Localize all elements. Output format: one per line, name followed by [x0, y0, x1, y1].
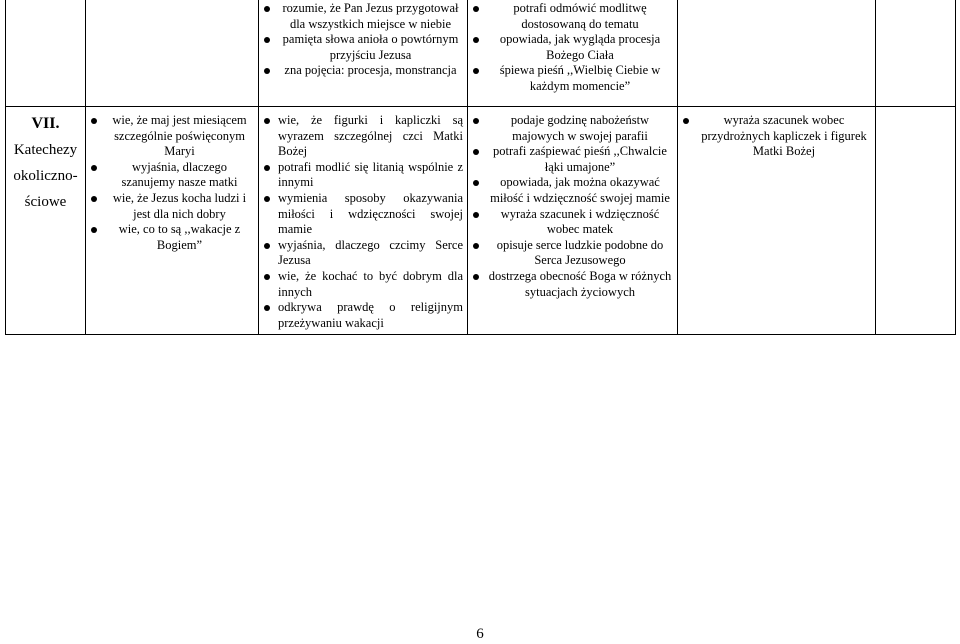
bullet-icon — [264, 305, 270, 311]
list-item: zna pojęcia: procesja, monstrancja — [261, 63, 463, 79]
cell-col3-top — [468, 0, 678, 107]
list-item: opowiada, jak można okazywać miłość i wdzięczność swojej mamie — [470, 175, 673, 206]
col2-bottom-list — [259, 107, 467, 334]
cell-col3-bottom — [468, 107, 678, 335]
list-item: wyraża szacunek wobec przydrożnych kapliczek i figurek Matki Bożej — [680, 113, 871, 160]
list-item: wie, że kochać to być dobrym dla innych — [261, 269, 463, 300]
list-item: rozumie, że Pan Jezus przygotował dla wszystkich miejsce w niebie — [261, 1, 463, 32]
col3-top-list — [468, 0, 677, 98]
curriculum-table — [5, 0, 956, 335]
cell-empty-last — [876, 107, 956, 335]
bullet-icon — [473, 118, 479, 124]
bullet-icon — [264, 196, 270, 202]
bullet-icon — [264, 37, 270, 43]
cell-col2-bottom — [259, 107, 468, 335]
cell-col2-top — [259, 0, 468, 107]
section-title: VII. Katechezy okoliczno- ściowe — [13, 115, 78, 210]
list-item: opisuje serce ludzkie podobne do Serca Jezusowego — [470, 238, 673, 269]
bullet-icon — [473, 180, 479, 186]
page-number: 6 — [476, 626, 484, 642]
col2-top-list — [259, 0, 467, 82]
bullet-icon — [473, 212, 479, 218]
list-item: potrafi zaśpiewać pieśń ,,Chwalcie łąki umajone” — [470, 144, 673, 175]
list-item: dostrzega obecność Boga w różnych sytuacjach życiowych — [470, 269, 673, 300]
list-item: śpiewa pieśń ,,Wielbię Ciebie w każdym momencie” — [470, 63, 673, 94]
list-item: odkrywa prawdę o religijnym przeżywaniu wakacji — [261, 300, 463, 331]
list-item: wyraża szacunek i wdzięczność wobec matek — [470, 207, 673, 238]
bullet-icon — [91, 118, 97, 124]
col4-list — [678, 107, 875, 163]
bullet-icon — [473, 243, 479, 249]
list-item: wie, że figurki i kapliczki są wyrazem szczególnej czci Matki Bożej — [261, 113, 463, 160]
cell-col1 — [86, 107, 259, 335]
list-item: wie, że maj jest miesiącem szczególnie poświęconym Maryi — [88, 113, 254, 160]
cell-empty-5 — [876, 0, 956, 107]
cell-empty-0 — [6, 0, 86, 107]
list-item: potrafi modlić się litanią wspólnie z innymi — [261, 160, 463, 191]
bullet-icon — [473, 274, 479, 280]
bullet-icon — [264, 243, 270, 249]
bullet-icon — [683, 118, 689, 124]
bullet-icon — [264, 274, 270, 280]
list-item: wie, co to są ,,wakacje z Bogiem” — [88, 222, 254, 253]
col3-bottom-list — [468, 107, 677, 303]
list-item: pamięta słowa anioła o powtórnym przyjściu Jezusa — [261, 32, 463, 63]
bullet-icon — [473, 149, 479, 155]
bullet-icon — [473, 37, 479, 43]
cell-section-title — [6, 107, 86, 335]
bullet-icon — [91, 196, 97, 202]
bullet-icon — [91, 165, 97, 171]
bullet-icon — [473, 6, 479, 12]
cell-col4 — [678, 107, 876, 335]
cell-empty-1 — [86, 0, 259, 107]
bullet-icon — [264, 68, 270, 74]
table-row-top — [6, 0, 956, 107]
list-item: wyjaśnia, dlaczego czcimy Serce Jezusa — [261, 238, 463, 269]
bullet-icon — [264, 6, 270, 12]
table-row-main — [6, 107, 956, 335]
bullet-icon — [264, 165, 270, 171]
bullet-icon — [264, 118, 270, 124]
cell-empty-4 — [678, 0, 876, 107]
list-item: wymienia sposoby okazywania miłości i wdzięczności swojej mamie — [261, 191, 463, 238]
list-item: wyjaśnia, dlaczego szanujemy nasze matki — [88, 160, 254, 191]
list-item: podaje godzinę nabożeństw majowych w swojej parafii — [470, 113, 673, 144]
col1-list — [86, 107, 258, 256]
list-item: potrafi odmówić modlitwę dostosowaną do tematu — [470, 1, 673, 32]
list-item: opowiada, jak wygląda procesja Bożego Ciała — [470, 32, 673, 63]
bullet-icon — [473, 68, 479, 74]
bullet-icon — [91, 227, 97, 233]
list-item: wie, że Jezus kocha ludzi i jest dla nich dobry — [88, 191, 254, 222]
